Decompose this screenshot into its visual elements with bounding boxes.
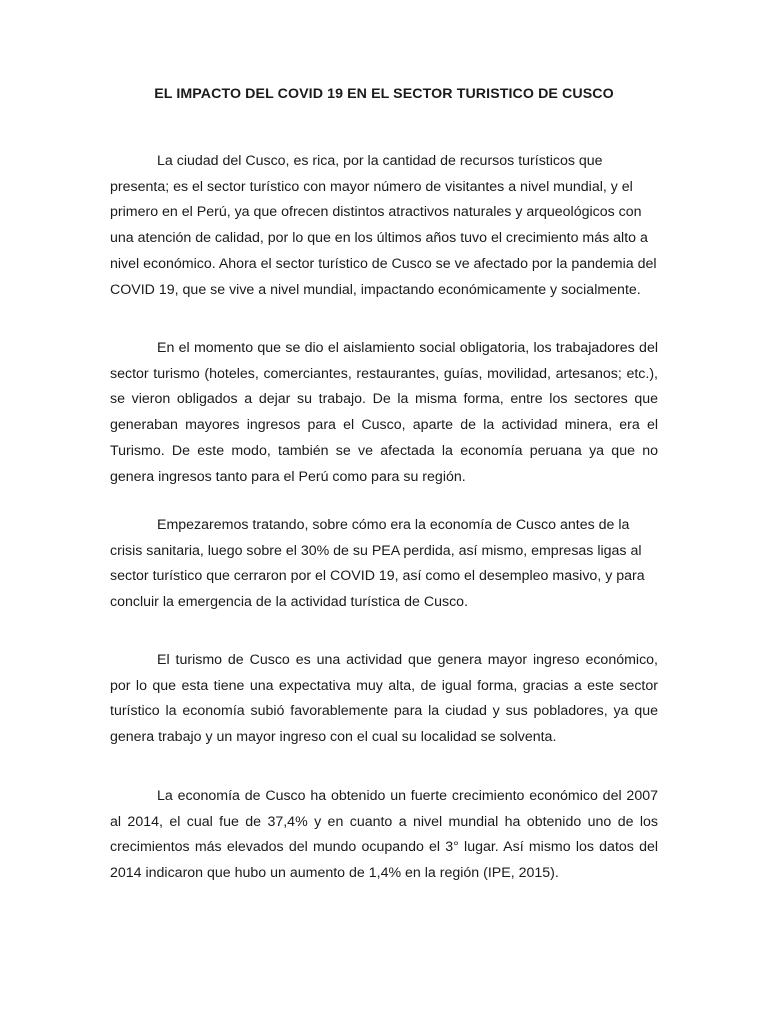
paragraph-tourism-income: El turismo de Cusco es una actividad que genera mayor ingreso económico, por lo que esta tiene una expectativa muy alta, de igual forma, gracias a este sector turístico la economía subió favorablemente para la ciudad y sus pobladores, ya que genera trabajo y un mayor ingreso con el cual su localidad se solventa. [110, 652, 658, 746]
paragraph-lockdown: En el momento que se dio el aislamiento social obligatoria, los trabajadores del sector turismo (hoteles, comerciantes, restaurantes, guías, movilidad, artesanos; etc.), se vieron obligados a dejar su trabajo. De la misma forma, entre los sectores que generaban mayores ingresos para el Cusco, aparte de la actividad minera, era el Turismo. De este modo, también se ve afectada la economía peruana ya que no genera ingresos tanto para el Perú como para su región. [110, 340, 658, 485]
paragraph-outline: Empezaremos tratando, sobre cómo era la economía de Cusco antes de la crisis sanitaria, luego sobre el 30% de su PEA perdida, así mismo, empresas ligas al sector turístico que cerraron por el COVID 19, así como el desempleo masivo, y para concluir la emergencia de la actividad turística de Cusco. [110, 517, 645, 611]
paragraph-intro: La ciudad del Cusco, es rica, por la cantidad de recursos turísticos que presenta; es el sector turístico con mayor número de visitantes a nivel mundial, y el primero en el Perú, ya que ofrecen distintos atractivos naturales y arqueológicos con una atención de calidad, por lo que en los últimos años tuvo el crecimiento más alto a nivel económico. Ahora el sector turístico de Cusco se ve afectado por la pandemia del COVID 19, que se vive a nivel mundial, impactando económicamente y socialmente. [110, 153, 657, 298]
document-title: EL IMPACTO DEL COVID 19 EN EL SECTOR TURISTICO DE CUSCO [154, 86, 614, 102]
paragraph-economic-growth: La economía de Cusco ha obtenido un fuerte crecimiento económico del 2007 al 2014, el cual fue de 37,4% y en cuanto a nivel mundial ha obtenido uno de los crecimientos más elevados del mundo ocupando el 3° lugar. Así mismo los datos del 2014 indicaron que hubo un aumento de 1,4% en la región (IPE, 2015). [110, 788, 658, 882]
